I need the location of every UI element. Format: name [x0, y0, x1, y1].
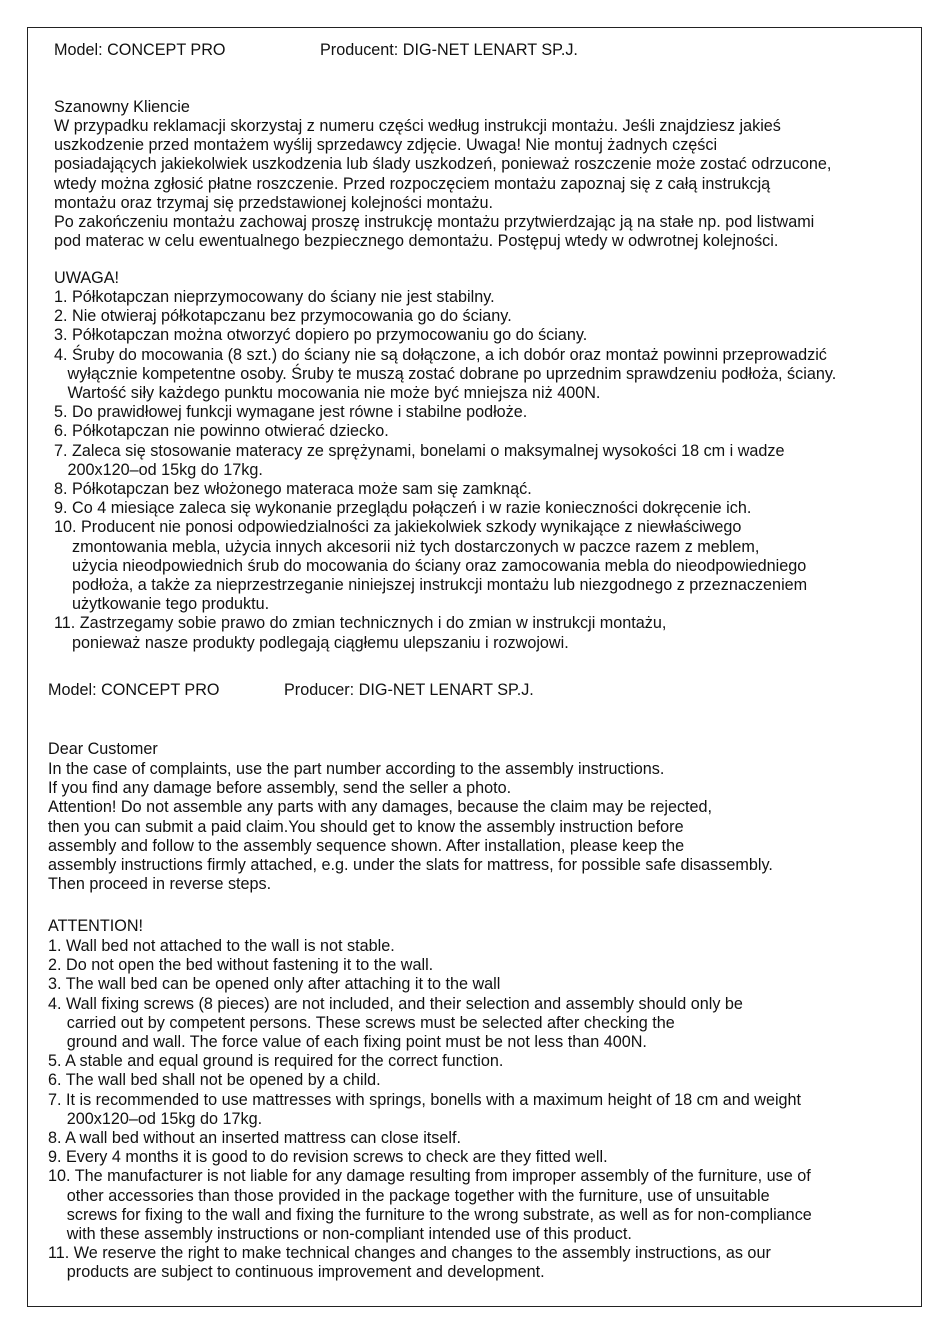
pl-intro-line: wtedy można zgłosić płatne roszczenie. Przed rozpoczęciem montażu zapoznaj się z całą instrukcją: [54, 174, 771, 193]
pl-warning-line: ponieważ nasze produkty podlegają ciągłemu ulepszaniu i rozwojowi.: [72, 633, 569, 652]
pl-intro-line: posiadających jakiekolwiek uszkodzenia lub ślady uszkodzeń, ponieważ roszczenie może zostać odrzucone,: [54, 155, 832, 174]
pl-warning-line: 3. Półkotapczan można otworzyć dopiero po przymocowaniu go do ściany.: [54, 326, 588, 345]
en-intro-line: Attention! Do not assemble any parts with any damages, because the claim may be rejected,: [48, 798, 713, 817]
en-attention-title: ATTENTION!: [48, 917, 144, 935]
pl-warning-line: 10. Producent nie ponosi odpowiedzialności za jakiekolwiek szkody wynikające z niewłaściwego: [54, 518, 742, 537]
en-warning-line: 4. Wall fixing screws (8 pieces) are not included, and their selection and assembly should only be: [48, 994, 743, 1013]
pl-warning-line: 8. Półkotapczan bez włożonego materaca może sam się zamknąć.: [54, 480, 532, 499]
en-warning-line: products are subject to continuous improvement and development.: [66, 1263, 545, 1282]
pl-intro-line: pod materac w celu ewentualnego bezpiecznego demontażu. Postępuj wtedy w odwrotnej kolejności.: [54, 232, 779, 251]
pl-warning-line: 11. Zastrzegamy sobie prawo do zmian technicznych i do zmian w instrukcji montażu,: [54, 614, 667, 633]
en-model-label: Model: CONCEPT PRO: [48, 681, 220, 699]
en-warning-line: ground and wall. The force value of each fixing point must be not less than 400N.: [66, 1033, 647, 1052]
pl-warning-line: 5. Do prawidłowej funkcji wymagane jest równe i stabilne podłoże.: [54, 403, 528, 422]
pl-model-label: Model: CONCEPT PRO: [54, 41, 226, 59]
en-warning-line: with these assembly instructions or non-compliant intended use of this product.: [66, 1225, 632, 1244]
en-warning-line: screws for fixing to the wall and fixing the furniture to the wrong substrate, as well as for non-compliance: [66, 1205, 812, 1224]
pl-producer-label: Producent: DIG-NET LENART SP.J.: [320, 41, 578, 59]
en-warning-line: other accessories than those provided in the package together with the furniture, use of unsuitable: [66, 1186, 770, 1205]
en-warning-line: 2. Do not open the bed without fastening it to the wall.: [48, 956, 434, 975]
pl-warning-line: 1. Półkotapczan nieprzymocowany do ściany nie jest stabilny.: [54, 288, 495, 306]
pl-warning-line: 200x120–od 15kg do 17kg.: [67, 460, 263, 479]
pl-warning-line: wyłącznie kompetentne osoby. Śruby te muszą zostać dobrane po uprzednim sprawdzeniu podłoża, ściany.: [67, 364, 837, 383]
en-intro-line: assembly and follow to the assembly sequence shown. After installation, please keep the: [48, 836, 685, 855]
en-intro-paragraph: [48, 760, 773, 894]
en-producer-label: Producer: DIG-NET LENART SP.J.: [284, 681, 534, 699]
en-warning-line: 8. A wall bed without an inserted mattress can close itself.: [48, 1129, 461, 1148]
en-greeting: Dear Customer: [48, 740, 158, 758]
pl-attention-title: UWAGA!: [54, 269, 120, 287]
pl-warning-line: zmontowania mebla, użycia innych akcesorii niż tych dostarczonych w paczce razem z meblem,: [72, 537, 760, 556]
pl-warning-line: użycia nieodpowiednich śrub do mocowania do ściany oraz zamocowania mebla do nieodpowiedniego: [72, 556, 807, 575]
pl-warning-line: 2. Nie otwieraj półkotapczanu bez przymocowania go do ściany.: [54, 307, 512, 326]
pl-intro-line: uszkodzenie przed montażem wyślij sprzedawcy zdjęcie. Uwaga! Nie montuj żadnych części: [54, 136, 718, 155]
en-warning-list: [48, 937, 812, 1283]
en-warning-line: 3. The wall bed can be opened only after attaching it to the wall: [48, 975, 501, 994]
en-intro-line: assembly instructions firmly attached, e.g. under the slats for mattress, for possible safe disassembly.: [48, 856, 773, 875]
pl-warning-line: 4. Śruby do mocowania (8 szt.) do ściany nie są dołączone, a ich dobór oraz montaż powinni przeprowadzić: [54, 345, 827, 364]
en-intro-line: If you find any damage before assembly, send the seller a photo.: [48, 779, 512, 798]
en-warning-line: 1. Wall bed not attached to the wall is not stable.: [48, 937, 395, 955]
en-warning-line: 11. We reserve the right to make technical changes and changes to the assembly instructions, as our: [48, 1244, 771, 1263]
en-warning-line: carried out by competent persons. These screws must be selected after checking the: [66, 1013, 675, 1032]
pl-warning-line: 9. Co 4 miesiące zaleca się wykonanie przeglądu połączeń i w razie konieczności dokręcenie ich.: [54, 499, 752, 518]
en-warning-line: 9. Every 4 months it is good to do revision screws to check are they fitted well.: [48, 1148, 608, 1167]
pl-warning-line: Wartość siły każdego punktu mocowania nie może być mniejsza niż 400N.: [67, 384, 601, 403]
en-intro-line: Then proceed in reverse steps.: [48, 875, 272, 894]
pl-greeting: Szanowny Kliencie: [54, 98, 190, 116]
en-warning-line: 200x120–od 15kg do 17kg.: [66, 1109, 263, 1128]
pl-intro-line: montażu oraz trzymaj się przedstawionej kolejności montażu.: [54, 193, 494, 212]
pl-warning-line: podłoża, a także za nieprzestrzeganie niniejszej instrukcji montażu lub niezgodnego z przeznaczeniem: [72, 576, 808, 595]
pl-intro-line: W przypadku reklamacji skorzystaj z numeru części według instrukcji montażu. Jeśli znajdziesz jakieś: [54, 117, 781, 135]
pl-warning-line: użytkowanie tego produktu.: [72, 595, 270, 614]
en-warning-line: 7. It is recommended to use mattresses with springs, bonells with a maximum height of 18 cm and weight: [48, 1090, 802, 1109]
pl-intro-line: Po zakończeniu montażu zachowaj proszę instrukcję montażu przytwierdzając ją na stałe np. pod listwami: [54, 213, 815, 232]
pl-intro-paragraph: [54, 117, 831, 251]
en-warning-line: 6. The wall bed shall not be opened by a child.: [48, 1071, 381, 1090]
en-warning-line: 5. A stable and equal ground is required for the correct function.: [48, 1052, 504, 1071]
pl-warning-line: 6. Półkotapczan nie powinno otwierać dziecko.: [54, 422, 389, 441]
en-intro-line: In the case of complaints, use the part number according to the assembly instructions.: [48, 760, 665, 778]
pl-warning-list: [54, 288, 836, 653]
en-warning-line: 10. The manufacturer is not liable for any damage resulting from improper assembly of the furniture, use of: [48, 1167, 811, 1186]
en-intro-line: then you can submit a paid claim.You should get to know the assembly instruction before: [48, 817, 684, 836]
pl-warning-line: 7. Zaleca się stosowanie materacy ze sprężynami, bonelami o maksymalnej wysokości 18 cm i wadze: [54, 441, 785, 460]
